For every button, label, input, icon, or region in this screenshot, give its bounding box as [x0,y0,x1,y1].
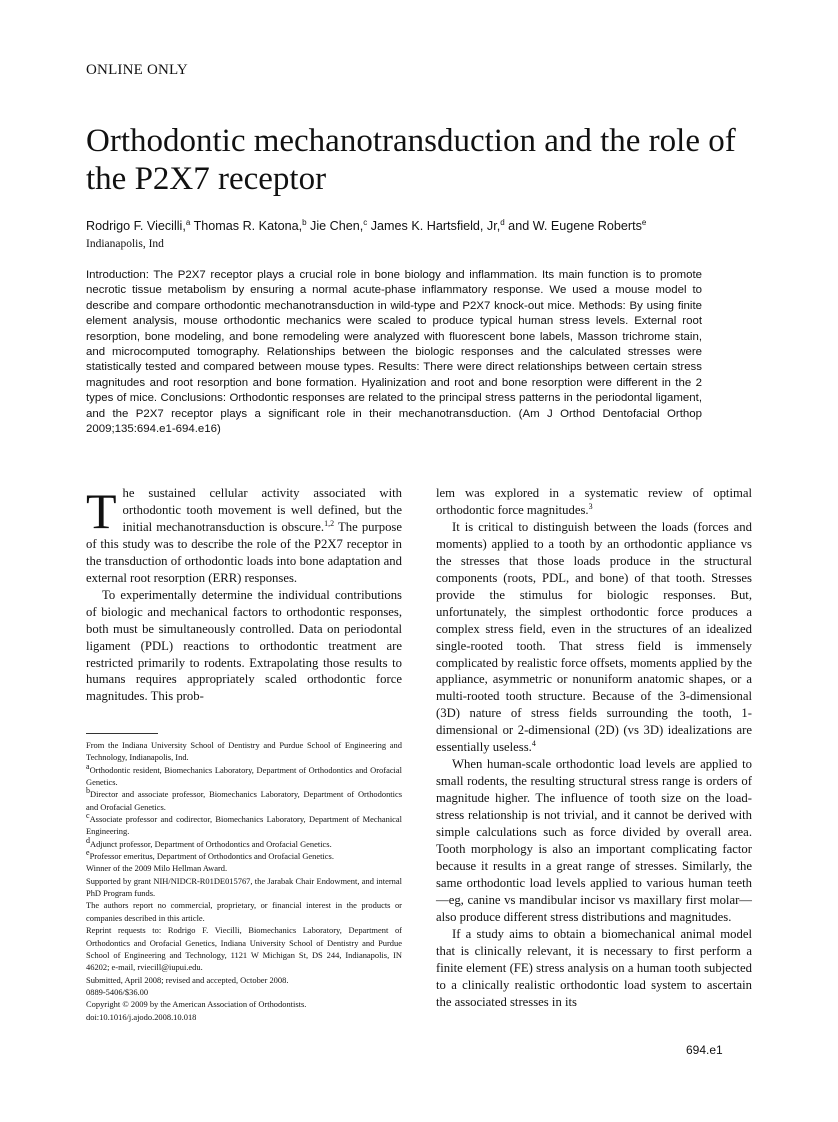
body-paragraph: To experimentally determine the individual contributions of biologic and mechanical factors to orthodontic responses, both must be simultaneously controlled. Data on periodontal ligament (PDL) reactions to orthodontic treatment are restricted primarily to rodents. Extrapolating those results to humans requires appropriately scaled orthodontic force magnitudes. This prob- [86,587,402,704]
body-text: The purpose of this study was to describe the role of the P2X7 receptor in the transduction of orthodontic loads into bone adaptation and external root resorption (ERR) responses. [86,519,402,585]
footnote-text: Associate professor and codirector, Biomechanics Laboratory, Department of Mechanical Engineering. [86,814,402,837]
footnote: Submitted, April 2008; revised and accepted, October 2008. [86,974,289,985]
body-text: he sustained cellular activity associated with orthodontic tooth movement is well defined, but the initial mechanotransduction is obscure. [122,486,402,534]
body-paragraph [436,485,752,519]
footnote-mark: c [86,811,90,821]
author-affil-mark: e [641,217,647,227]
author-list [86,219,766,233]
citation-ref: 4 [531,739,536,749]
footnote [86,813,402,838]
body-column-right [436,485,752,1011]
author-affil-mark: d [500,217,505,227]
body-paragraph [436,519,752,756]
footnote-text: Adjunct professor, Department of Orthodontics and Orofacial Genetics. [90,838,332,849]
author-affil-mark: c [363,217,368,227]
footnote-copyright: Copyright © 2009 by the American Association of Orthodontists. [86,999,307,1010]
footnote-text: Professor emeritus, Department of Orthodontics and Orofacial Genetics. [89,851,334,862]
footnote-rule [86,733,158,734]
body-text: It is critical to distinguish between the loads (forces and moments) applied to a tooth by an orthodontic appliance vs the stresses that those loads produce in the structural components (roots, PDL, and bone) of that tooth. Stresses provide the stimulus for biologic responses. But, unfortunately, the simplest orthodontic force produces a complex stress field, even in the structures of an idealized single-rooted tooth. That stress field is immensely complicated by realistic force offsets, moments applied by the appliance, asymmetric or nonuniform anatomic shapes, or a multi-rooted tooth structure. Because of the 3-dimensional (3D) nature of stress fields surrounding the tooth, 1-dimensional or 2-dimensional (2D) (vs 3D) idealizations are essentially useless. [436,519,752,755]
article-title: Orthodontic mechanotransduction and the role of the P2X7 receptor [86,123,736,197]
footnote-text: Orthodontic resident, Biomechanics Laboratory, Department of Orthodontics and Orofacial Genetics. [86,764,402,788]
author-affil-mark: a [185,217,191,227]
footnote [86,788,402,813]
author-affiliation: Indianapolis, Ind [86,238,164,250]
footnote-mark: d [86,835,90,845]
footnote-mark: e [86,848,90,858]
body-paragraph: If a study aims to obtain a biomechanical animal model that is clinically relevant, it is necessary to first perform a finite element (FE) stress analysis on a human tooth subjected to a clinically realistic orthodontic load system to ascertain the associated stresses in its [436,926,752,1009]
author-name: James K. Hartsfield, Jr, [367,219,501,233]
citation-ref: 1,2 [324,518,335,528]
footnote-doi: doi:10.1016/j.ajodo.2008.10.018 [86,1011,197,1022]
citation-ref: 3 [588,501,593,511]
body-text: lem was explored in a systematic review of optimal orthodontic force magnitudes. [436,486,752,517]
footnote: Supported by grant NIH/NIDCR-R01DE015767, the Jarabak Chair Endowment, and internal PhD Program funds. [86,875,402,899]
footnotes [86,739,402,1023]
body-column-left [86,485,402,705]
footnote [86,761,402,789]
footnote: From the Indiana University School of Dentistry and Purdue School of Engineering and Technology, Indianapolis, Ind. [86,740,402,763]
footnote-text: Director and associate professor, Biomechanics Laboratory, Department of Orthodontics and Orofacial Genetics. [86,789,402,812]
author-affil-mark: b [302,217,307,227]
footnote-mark: b [86,786,90,796]
footnote-mark: a [86,761,90,771]
footnote-issn: 0889-5406/$36.00 [86,986,149,997]
author-name: Jie Chen, [306,219,364,233]
body-paragraph [86,485,402,587]
footnote [86,835,402,850]
author-name: Thomas R. Katona, [190,219,303,233]
footnote-reprint: Reprint requests to: Rodrigo F. Viecilli, Biomechanics Laboratory, Department of Orthodontics and Orofacial Genetics, Indiana University School of Dentistry and Purdue School of Engineering and Technology, 1121 W Michigan St, DS 244, Indianapolis, IN 46202; e-mail, rviecill@iupui.edu. [86,925,402,973]
drop-cap: T [86,483,117,539]
author-name: Rodrigo F. Viecilli, [86,219,186,233]
footnote: The authors report no commercial, proprietary, or financial interest in the products or companies described in this article. [86,900,402,923]
footnote: Winner of the 2009 Milo Hellman Award. [86,863,228,874]
footnote [86,850,402,862]
body-paragraph: When human-scale orthodontic load levels are applied to small rodents, the resulting structural stress range is orders of magnitude higher. The influence of tooth size on the load-stress relationship is not trivial, and it cannot be derived with simple calculations such as force divided by overall area. Tooth morphology is also an important complicating factor because it results in a great range of stresses. Similarly, the same orthodontic load levels applied to various human teeth—eg, canine vs mandibular incisor vs maxillary first molar—also produce different stress distributions and magnitudes. [436,757,752,924]
author-name: and W. Eugene Roberts [504,219,642,233]
page-number: 694.e1 [686,1043,723,1057]
section-label: ONLINE ONLY [86,62,188,78]
abstract: Introduction: The P2X7 receptor plays a crucial role in bone biology and inflammation. Its main function is to promote necrotic tissue metabolism by ensuring a normal acute-phase inflammatory response. We used a mouse model to describe and compare orthodontic mechanotransduction in wild-type and P2X7 knock-out mice. Methods: By using finite element analysis, mouse orthodontic mechanics were scaled to produce typical human stress levels. External root resorption, bone modeling, and bone remodeling were analyzed with fluorescent bone labels, Masson trichrome stain, and microcomputed tomography. Relationships between the biologic responses and the calculated stresses were statistically tested and compared between mouse types. Results: There were direct relationships between certain stress magnitudes and root resorption and bone formation. Hyalinization and root and bone resorption were different in the 2 types of mice. Conclusions: Orthodontic responses are related to the principal stress patterns in the periodontal ligament, and the P2X7 receptor plays a significant role in their mechanotransduction. (Am J Orthod Dentofacial Orthop 2009;135:694.e1-694.e16) [86,269,702,436]
